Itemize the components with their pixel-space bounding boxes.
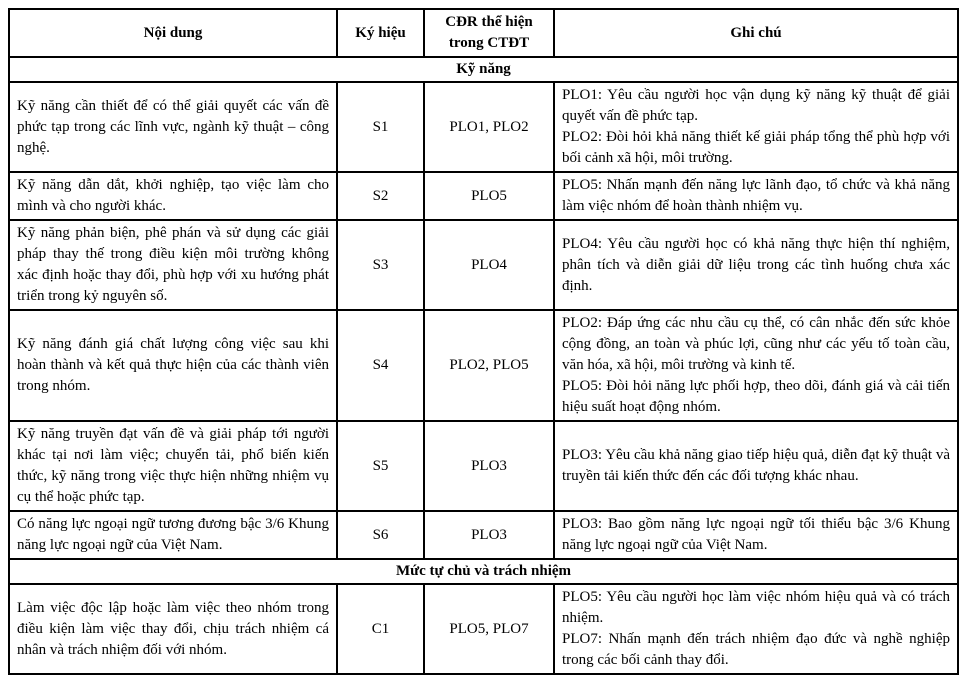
cell-ghi-chu xyxy=(554,172,958,220)
cell-noi-dung: Kỹ năng phản biện, phê phán và sử dụng các giải pháp thay thế trong điều kiện môi trường không xác định hoặc thay đổi, phù hợp với xu hướng phát triển trong kỷ nguyên số. xyxy=(9,220,337,310)
table-row xyxy=(9,310,958,421)
ghi-chu-line: PLO5: Yêu cầu người học làm việc nhóm hiệu quả và có trách nhiệm. xyxy=(562,589,950,626)
cell-cdr: PLO1, PLO2 xyxy=(424,82,554,172)
learning-outcomes-table xyxy=(8,8,959,675)
col-header-cdr: CĐR thể hiện trong CTĐT xyxy=(424,9,554,57)
cell-cdr: PLO2, PLO5 xyxy=(424,310,554,421)
ghi-chu-line: PLO5: Đòi hỏi năng lực phối hợp, theo dõi, đánh giá và cải tiến hiệu suất hoạt động nhóm. xyxy=(562,378,950,415)
col-header-ky-hieu: Ký hiệu xyxy=(337,9,424,57)
section-title: Kỹ năng xyxy=(9,57,958,82)
table-row xyxy=(9,82,958,172)
section-row-ky-nang xyxy=(9,57,958,82)
table-row xyxy=(9,511,958,559)
ghi-chu-line: PLO4: Yêu cầu người học có khả năng thực hiện thí nghiệm, phân tích và diễn giải dữ liệu trong các tình huống chưa xác định. xyxy=(562,235,950,294)
cell-noi-dung: Kỹ năng dẫn dắt, khởi nghiệp, tạo việc làm cho mình và cho người khác. xyxy=(9,172,337,220)
cell-ky-hieu: S2 xyxy=(337,172,424,220)
cell-noi-dung: Có năng lực ngoại ngữ tương đương bậc 3/6 Khung năng lực ngoại ngữ của Việt Nam. xyxy=(9,511,337,559)
col-header-noi-dung: Nội dung xyxy=(9,9,337,57)
table-row xyxy=(9,220,958,310)
header-row xyxy=(9,9,958,57)
cell-ghi-chu xyxy=(554,511,958,559)
cell-ky-hieu: S4 xyxy=(337,310,424,421)
ghi-chu-line: PLO5: Nhấn mạnh đến năng lực lãnh đạo, tổ chức và khả năng làm việc nhóm để hoàn thành nhiệm vụ. xyxy=(562,177,950,214)
cell-noi-dung: Kỹ năng cần thiết để có thể giải quyết các vấn đề phức tạp trong các lĩnh vực, ngành kỹ thuật – công nghệ. xyxy=(9,82,337,172)
section-row-muc-tu-chu xyxy=(9,559,958,584)
table-row xyxy=(9,172,958,220)
section-title: Mức tự chủ và trách nhiệm xyxy=(9,559,958,584)
cell-cdr: PLO3 xyxy=(424,511,554,559)
cell-noi-dung: Làm việc độc lập hoặc làm việc theo nhóm trong điều kiện làm việc thay đổi, chịu trách nhiệm cá nhân và trách nhiệm đối với nhóm. xyxy=(9,584,337,674)
cell-cdr: PLO4 xyxy=(424,220,554,310)
cell-ghi-chu xyxy=(554,220,958,310)
cell-ghi-chu xyxy=(554,421,958,511)
cell-ky-hieu: S6 xyxy=(337,511,424,559)
cell-ky-hieu: S1 xyxy=(337,82,424,172)
ghi-chu-line: PLO1: Yêu cầu người học vận dụng kỹ năng kỹ thuật để giải quyết vấn đề phức tạp. xyxy=(562,87,950,124)
cell-ghi-chu xyxy=(554,310,958,421)
cell-noi-dung: Kỹ năng đánh giá chất lượng công việc sau khi hoàn thành và kết quả thực hiện của các thành viên trong nhóm. xyxy=(9,310,337,421)
cell-cdr: PLO5 xyxy=(424,172,554,220)
table-row xyxy=(9,421,958,511)
ghi-chu-line: PLO7: Nhấn mạnh đến trách nhiệm đạo đức và nghề nghiệp trong các bối cảnh thay đổi. xyxy=(562,631,950,668)
cell-ky-hieu: S3 xyxy=(337,220,424,310)
cell-ky-hieu: S5 xyxy=(337,421,424,511)
cell-ghi-chu xyxy=(554,82,958,172)
ghi-chu-line: PLO3: Bao gồm năng lực ngoại ngữ tối thiểu bậc 3/6 Khung năng lực ngoại ngữ của Việt Nam. xyxy=(562,516,950,553)
cell-noi-dung: Kỹ năng truyền đạt vấn đề và giải pháp tới người khác tại nơi làm việc; chuyển tải, phổ biến kiến thức, kỹ năng trong việc thực hiện những nhiệm vụ cụ thể hoặc phức tạp. xyxy=(9,421,337,511)
cell-ky-hieu: C1 xyxy=(337,584,424,674)
col-header-ghi-chu: Ghi chú xyxy=(554,9,958,57)
ghi-chu-line: PLO2: Đòi hỏi khả năng thiết kế giải pháp tổng thể phù hợp với bối cảnh xã hội, môi trường. xyxy=(562,129,950,166)
ghi-chu-line: PLO3: Yêu cầu khả năng giao tiếp hiệu quả, diễn đạt kỹ thuật và truyền tải kiến thức đến các đối tượng khác nhau. xyxy=(562,447,950,484)
table-row xyxy=(9,584,958,674)
cell-cdr: PLO3 xyxy=(424,421,554,511)
cell-ghi-chu xyxy=(554,584,958,674)
ghi-chu-line: PLO2: Đáp ứng các nhu cầu cụ thể, có cân nhắc đến sức khỏe cộng đồng, an toàn và phúc lợi, cũng như các yếu tố toàn cầu, văn hóa, xã hội, môi trường và kinh tế. xyxy=(562,315,950,373)
cell-cdr: PLO5, PLO7 xyxy=(424,584,554,674)
